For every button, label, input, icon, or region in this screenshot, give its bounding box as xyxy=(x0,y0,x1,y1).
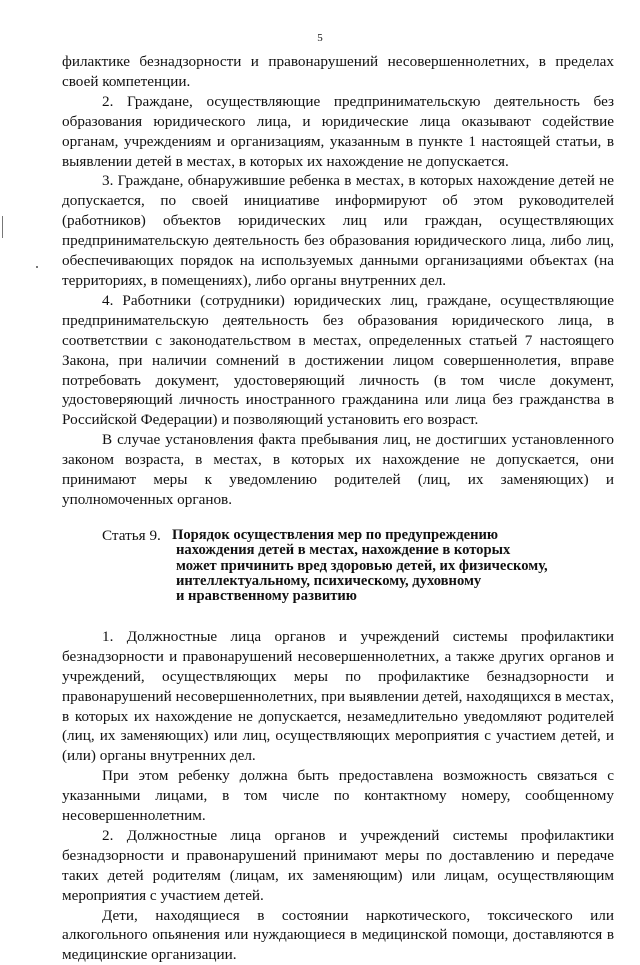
article-number: Статья 9. xyxy=(102,526,161,544)
paragraph-age-notice: В случае установления факта пребывания лиц, не достигших установленного законом возраста, в местах, в которых их нахождение не допускается, они принимают меры к уведомлению родителей (лиц, их заменяющих) и уполномоченных органов. xyxy=(62,431,614,508)
article-title-line: может причинить вред здоровью детей, их физическому, xyxy=(176,557,548,574)
paragraph-continuation: филактике безнадзорности и правонарушений несовершеннолетних, в пределах своей компетенции. xyxy=(62,53,614,90)
paragraph-item-3: 3. Граждане, обнаружившие ребенка в местах, в которых нахождение детей не допускается, по своей инициативе информируют об этом руководителей (работников) объектов юридических лиц или граждан, осуществляющих предпринимательскую деятельность без образования юридического лица, либо лиц, обеспечивающих порядок на используемых данными организациями объектах (на территориях, в помещениях), либо органы внутренних дел. xyxy=(62,172,614,289)
document-body xyxy=(62,52,614,965)
article-title-line: нахождения детей в местах, нахождение в которых xyxy=(176,542,511,559)
paragraph-item-2: 2. Граждане, осуществляющие предпринимательскую деятельность без образования юридического лица, и юридические лица оказывают содействие органам, учреждениям и организациям, указанным в пункте 1 настоящей статьи, в выявлении детей в местах, в которых их нахождение не допускается. xyxy=(62,92,614,170)
article-title-line: и нравственному развитию xyxy=(176,588,357,605)
paragraph-article9-item-1: 1. Должностные лица органов и учреждений системы профилактики безнадзорности и правонарушений несовершеннолетних, а также других органов и учреждений, осуществляющих меры по профилактике безнадзорности и правонарушений несовершеннолетних, при выявлении детей, находящихся в местах, в которых их нахождение не допускается, незамедлительно уведомляют родителей (лиц, их заменяющих) или лиц, осуществляющих мероприятия с участием детей, и (или) органы внутренних дел. xyxy=(62,627,614,765)
paragraph-contact-opportunity: При этом ребенку должна быть предоставлена возможность связаться с указанными лицами, в том числе по контактному номеру, сообщенному несовершеннолетним. xyxy=(62,767,614,825)
scan-artifact xyxy=(36,266,38,268)
article-title-line: интеллектуальному, психическому, духовному xyxy=(176,573,482,590)
article-title-line: Порядок осуществления мер по предупреждению xyxy=(172,526,499,543)
paragraph-medical-delivery: Дети, находящиеся в состоянии наркотического, токсического или алкогольного опьянения или нуждающиеся в медицинской помощи, доставляются в медицинские организации. xyxy=(62,906,614,964)
paragraph-article9-item-2: 2. Должностные лица органов и учреждений системы профилактики безнадзорности и правонарушений принимают меры по доставлению и передаче таких детей родителям (лицам, их заменяющим) или лицам, осуществляющим мероприятия с участием детей. xyxy=(62,826,614,904)
article-title xyxy=(169,528,614,605)
scan-artifact xyxy=(2,216,3,238)
article-heading xyxy=(62,528,614,605)
page-number: 5 xyxy=(317,32,323,44)
paragraph-item-4: 4. Работники (сотрудники) юридических лиц, граждане, осуществляющие предпринимательскую деятельность без образования юридического лица, в соответствии с законодательством в местах, определенных статьей 7 настоящего Закона, при наличии сомнений в достижении лицом совершеннолетия, вправе потребовать документ, удостоверяющий личность (в том числе документ, удостоверяющий личность иностранного гражданина или лица без гражданства в Российской Федерации) и позволяющий установить его возраст. xyxy=(62,291,614,429)
